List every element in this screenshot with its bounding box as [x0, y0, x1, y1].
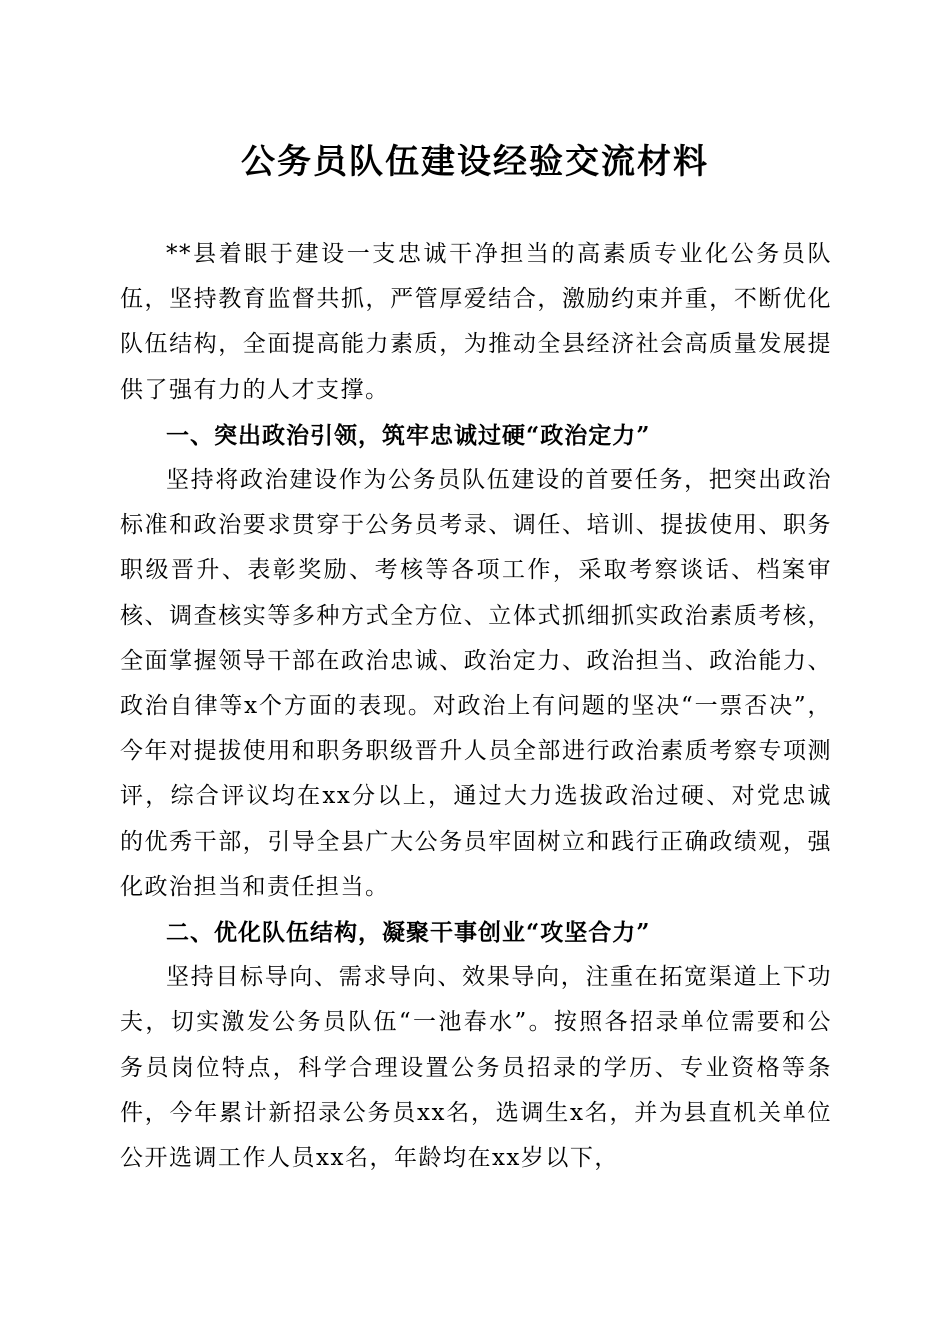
section-heading-1: 一、突出政治引领，筑牢忠诚过硬“政治定力”: [166, 421, 651, 449]
document-title: 公务员队伍建设经验交流材料: [241, 142, 709, 182]
section-2-paragraph: 坚持目标导向、需求导向、效果导向，注重在拓宽渠道上下功夫，切实激发公务员队伍“一池春水”。按照各招录单位需要和公务员岗位特点，科学合理设置公务员招录的学历、专业资格等条件，今年累计新招录公务员xx名，选调生x名，并为县直机关单位公开选调工作人员xx名，年龄均在xx岁以下，: [120, 964, 832, 1172]
intro-paragraph: **县着眼于建设一支忠诚干净担当的高素质专业化公务员队伍，坚持教育监督共抓，严管厚爱结合，激励约束并重，不断优化队伍结构，全面提高能力素质，为推动全县经济社会高质量发展提供了强有力的人才支撑。: [120, 241, 832, 403]
section-1-paragraph: 坚持将政治建设作为公务员队伍建设的首要任务，把突出政治标准和政治要求贯穿于公务员考录、调任、培训、提拔使用、职务职级晋升、表彰奖励、考核等各项工作，采取考察谈话、档案审核、调查核实等多种方式全方位、立体式抓细抓实政治素质考核，全面掌握领导干部在政治忠诚、政治定力、政治担当、政治能力、政治自律等x个方面的表现。对政治上有问题的坚决“一票否决”，今年对提拔使用和职务职级晋升人员全部进行政治素质考察专项测评，综合评议均在xx分以上，通过大力选拔政治过硬、对党忠诚的优秀干部，引导全县广大公务员牢固树立和践行正确政绩观，强化政治担当和责任担当。: [120, 467, 832, 900]
document-body: [120, 232, 832, 1181]
section-heading-2: 二、优化队伍结构，凝聚干事创业“攻坚合力”: [166, 919, 651, 947]
